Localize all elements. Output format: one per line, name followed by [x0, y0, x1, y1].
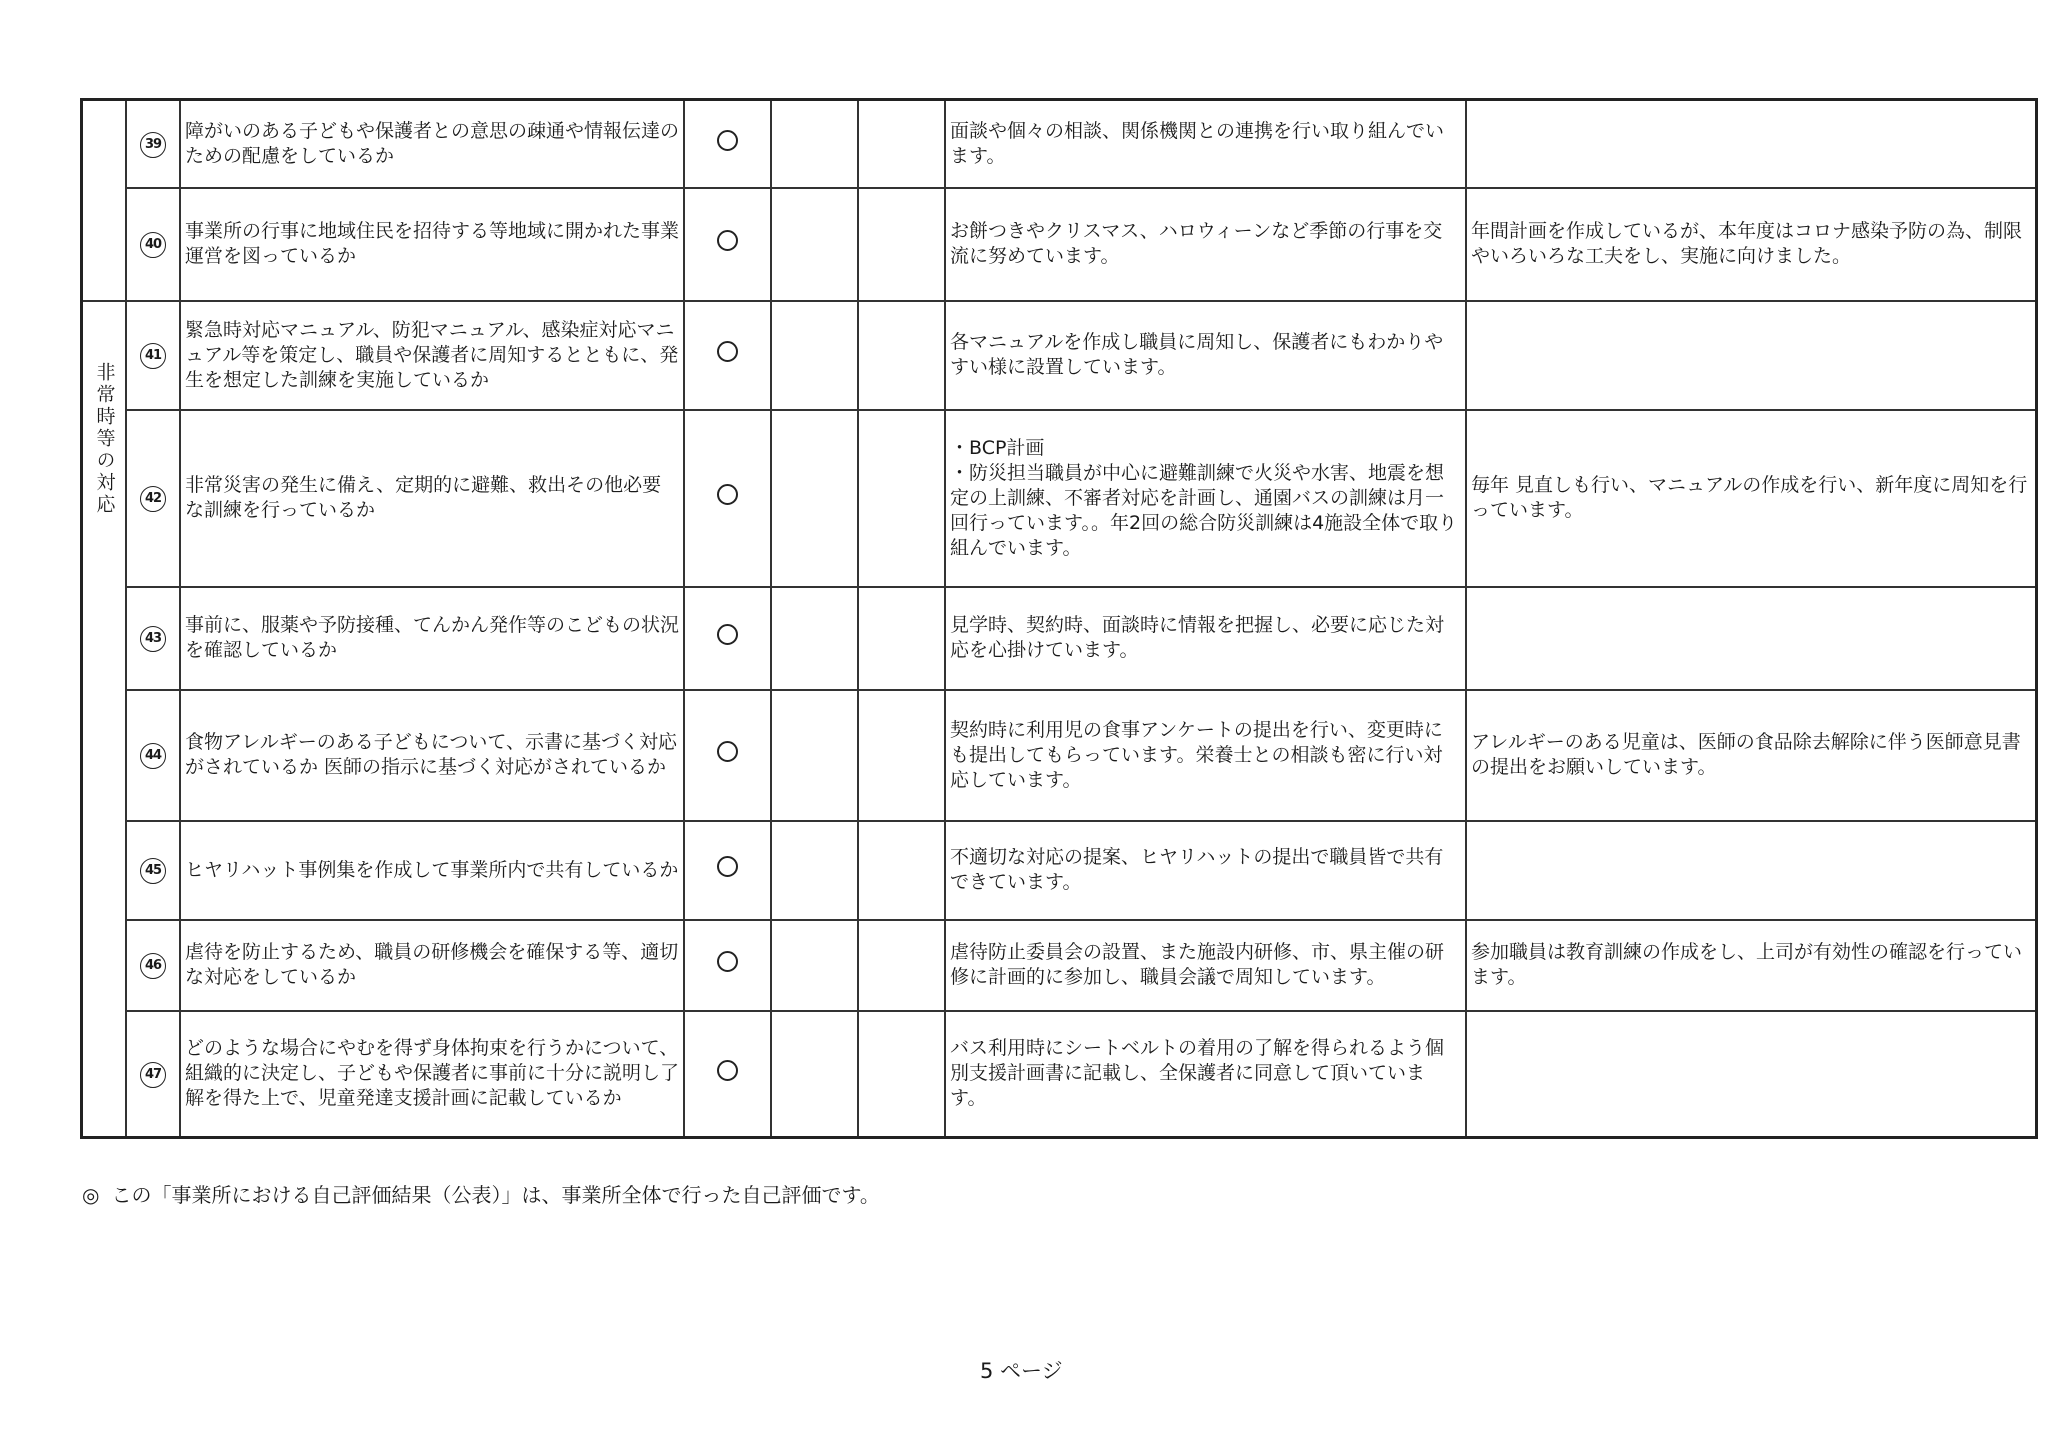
status-cell: 見学時、契約時、面談時に情報を把握し、必要に応じた対応を心掛けています。 [945, 587, 1466, 690]
check-cell [684, 587, 771, 690]
table-row [82, 1011, 2037, 1138]
improvement-cell [1466, 587, 2037, 690]
circle-mark-icon [717, 951, 738, 972]
table-row [82, 301, 2037, 410]
check-cell-empty [858, 188, 945, 301]
circle-mark-icon [717, 130, 738, 151]
table-row [82, 587, 2037, 690]
table-row [82, 410, 2037, 587]
question-cell: 事業所の行事に地域住民を招待する等地域に開かれた事業運営を図っているか [180, 188, 684, 301]
table-row [82, 100, 2037, 188]
check-cell-empty [858, 100, 945, 188]
check-cell-empty [858, 920, 945, 1011]
status-cell: 契約時に利用児の食事アンケートの提出を行い、変更時にも提出してもらっています。栄養士との相談も密に行い対応しています。 [945, 690, 1466, 821]
table-row [82, 188, 2037, 301]
circle-mark-icon [717, 741, 738, 762]
circle-mark-icon [717, 856, 738, 877]
check-cell [684, 188, 771, 301]
check-cell [684, 100, 771, 188]
improvement-cell: 参加職員は教育訓練の作成をし、上司が有効性の確認を行っています。 [1466, 920, 2037, 1011]
status-cell: 面談や個々の相談、関係機関との連携を行い取り組んでいます。 [945, 100, 1466, 188]
improvement-cell: 毎年 見直しも行い、マニュアルの作成を行い、新年度に周知を行っています。 [1466, 410, 2037, 587]
check-cell-empty [771, 410, 858, 587]
question-cell: 虐待を防止するため、職員の研修機会を確保する等、適切な対応をしているか [180, 920, 684, 1011]
question-cell: 事前に、服薬や予防接種、てんかん発作等のこどもの状況を確認しているか [180, 587, 684, 690]
status-cell: 不適切な対応の提案、ヒヤリハットの提出で職員皆で共有できています。 [945, 821, 1466, 920]
check-cell [684, 410, 771, 587]
check-cell-empty [771, 821, 858, 920]
footnote [82, 1179, 880, 1208]
table-row [82, 920, 2037, 1011]
evaluation-table [80, 98, 2038, 1139]
check-cell-empty [771, 920, 858, 1011]
check-cell [684, 1011, 771, 1138]
double-circle-icon: ◎ [82, 1183, 100, 1207]
check-cell-empty [858, 301, 945, 410]
circle-mark-icon [717, 341, 738, 362]
item-number: 41 [140, 343, 166, 369]
question-cell: 障がいのある子どもや保護者との意思の疎通や情報伝達のための配慮をしているか [180, 100, 684, 188]
check-cell-empty [771, 301, 858, 410]
item-number: 46 [140, 953, 166, 979]
check-cell [684, 690, 771, 821]
item-number: 45 [140, 858, 166, 884]
check-cell [684, 920, 771, 1011]
improvement-cell [1466, 821, 2037, 920]
check-cell [684, 301, 771, 410]
circle-mark-icon [717, 624, 738, 645]
check-cell-empty [771, 1011, 858, 1138]
check-cell-empty [858, 1011, 945, 1138]
question-cell: 緊急時対応マニュアル、防犯マニュアル、感染症対応マニュアル等を策定し、職員や保護者に周知するとともに、発生を想定した訓練を実施しているか [180, 301, 684, 410]
item-number: 43 [140, 626, 166, 652]
improvement-cell [1466, 1011, 2037, 1138]
improvement-cell: 年間計画を作成しているが、本年度はコロナ感染予防の為、制限やいろいろな工夫をし、実施に向けました。 [1466, 188, 2037, 301]
check-cell-empty [771, 690, 858, 821]
item-number: 40 [140, 232, 166, 258]
circle-mark-icon [717, 484, 738, 505]
page-number: 5 ページ [980, 1359, 1063, 1383]
status-line: ・防災担当職員が中心に避難訓練で火災や水害、地震を想定の上訓練、不審者対応を計画し、通園バスの訓練は月一回行っています。。年2回の総合防災訓練は4施設全体で取り組んでいます。 [950, 461, 1458, 559]
item-number: 39 [140, 132, 166, 158]
check-cell-empty [771, 188, 858, 301]
circle-mark-icon [717, 230, 738, 251]
circle-mark-icon [717, 1060, 738, 1081]
question-cell: ヒヤリハット事例集を作成して事業所内で共有しているか [180, 821, 684, 920]
improvement-cell: アレルギーのある児童は、医師の食品除去解除に伴う医師意見書の提出をお願いしています。 [1466, 690, 2037, 821]
category-cell-emergency [82, 301, 127, 1138]
item-number: 42 [140, 486, 166, 512]
question-cell: どのような場合にやむを得ず身体拘束を行うかについて、組織的に決定し、子どもや保護者に事前に十分に説明し了解を得た上で、児童発達支援計画に記載しているか [180, 1011, 684, 1138]
status-line: ・BCP計画 [950, 436, 1045, 459]
check-cell-empty [858, 410, 945, 587]
status-cell: バス利用時にシートベルトの着用の了解を得られるよう個別支援計画書に記載し、全保護者に同意して頂いています。 [945, 1011, 1466, 1138]
improvement-cell [1466, 100, 2037, 188]
question-cell: 非常災害の発生に備え、定期的に避難、救出その他必要な訓練を行っているか [180, 410, 684, 587]
item-number: 47 [140, 1062, 166, 1088]
question-cell: 食物アレルギーのある子どもについて、示書に基づく対応がされているか 医師の指示に基づく対応がされているか [180, 690, 684, 821]
check-cell [684, 821, 771, 920]
check-cell-empty [771, 587, 858, 690]
check-cell-empty [858, 587, 945, 690]
check-cell-empty [771, 100, 858, 188]
improvement-cell [1466, 301, 2037, 410]
status-cell: 虐待防止委員会の設置、また施設内研修、市、県主催の研修に計画的に参加し、職員会議で周知しています。 [945, 920, 1466, 1011]
status-cell: お餅つきやクリスマス、ハロウィーンなど季節の行事を交流に努めています。 [945, 188, 1466, 301]
table-row [82, 821, 2037, 920]
status-cell: 各マニュアルを作成し職員に周知し、保護者にもわかりやすい様に設置しています。 [945, 301, 1466, 410]
check-cell-empty [858, 690, 945, 821]
status-cell [945, 410, 1466, 587]
check-cell-empty [858, 821, 945, 920]
category-label: 非常時等の対応 [93, 361, 116, 516]
footnote-text: この「事業所における自己評価結果（公表）」は、事業所全体で行った自己評価です。 [111, 1183, 880, 1207]
item-number: 44 [140, 743, 166, 769]
table-row [82, 690, 2037, 821]
category-cell-previous [82, 100, 127, 301]
